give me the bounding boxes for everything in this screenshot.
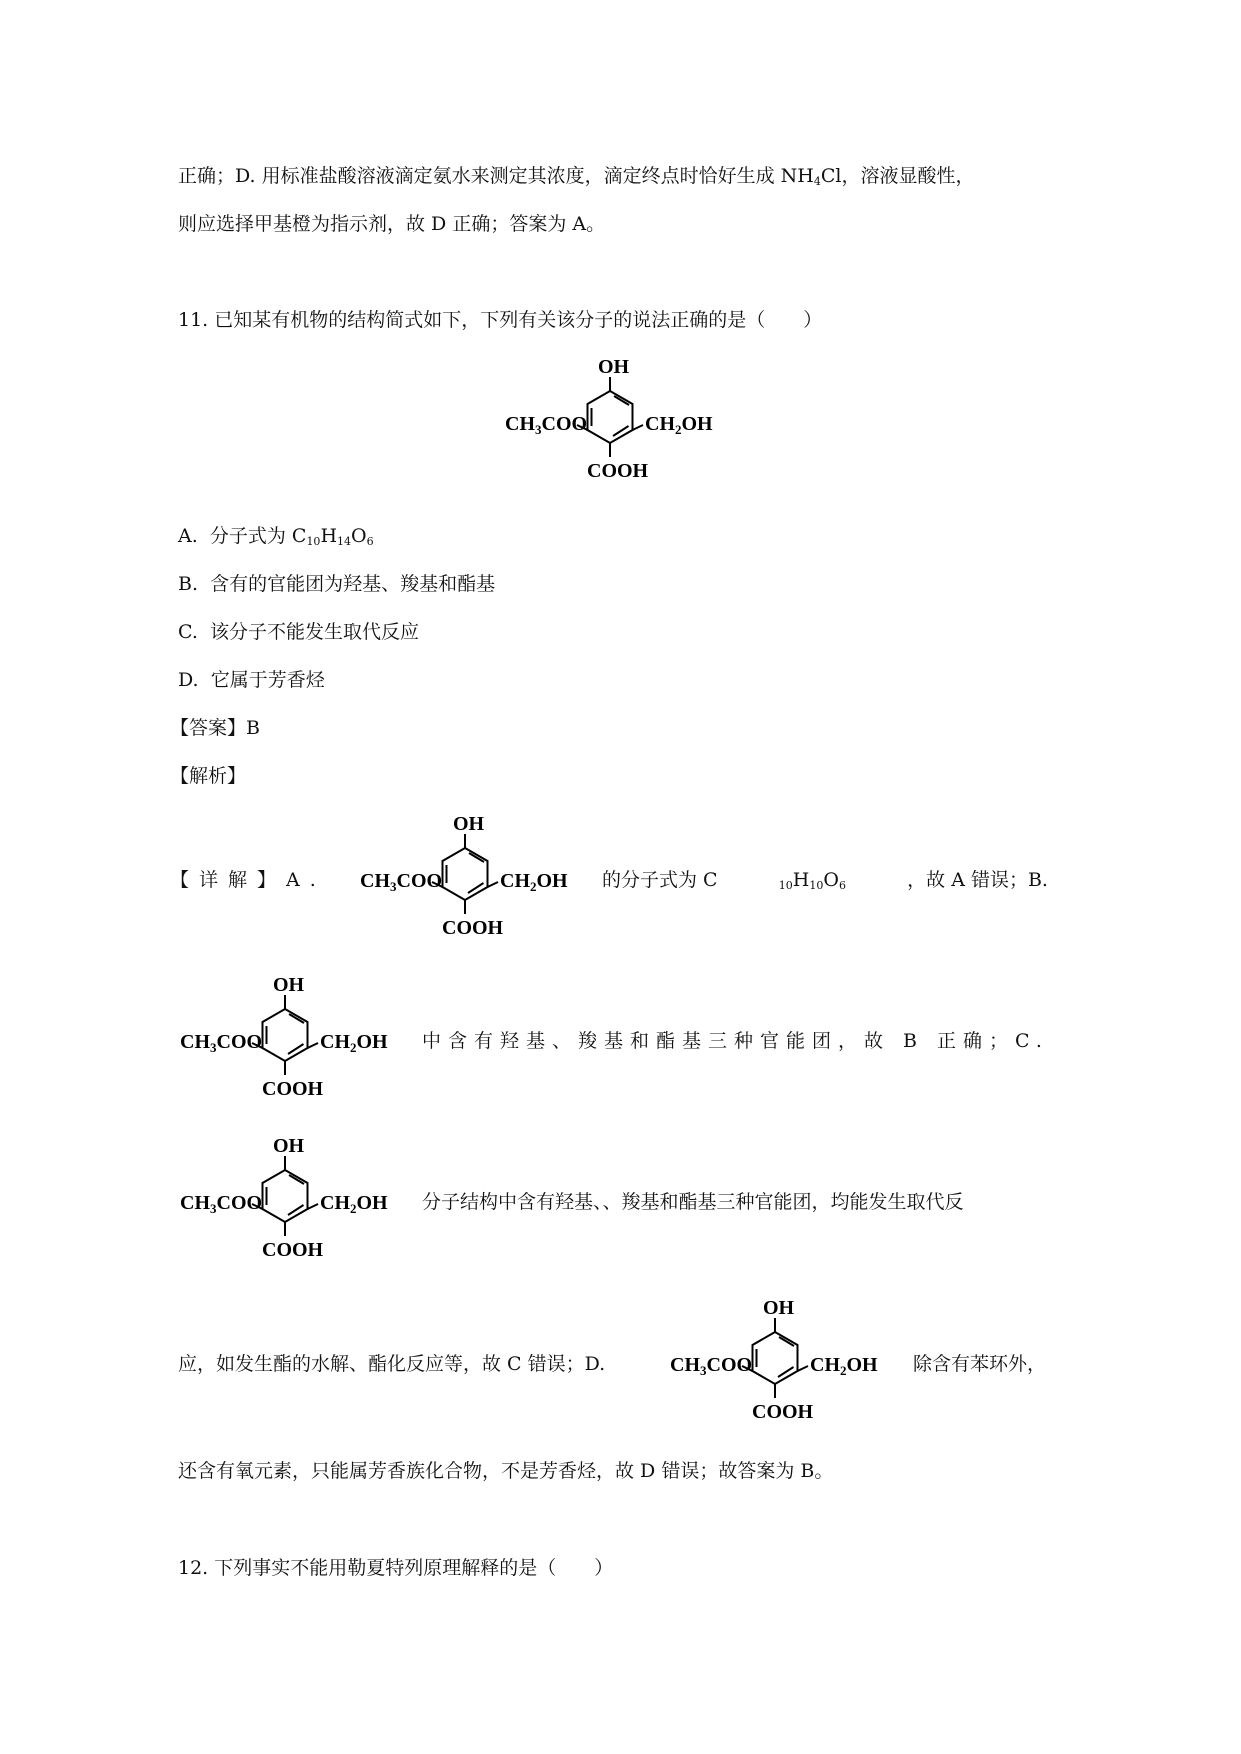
svg-text:CH2OH: $CH_2OH$ — [320, 1031, 388, 1055]
detail-p2: 中含有羟基、羧基和酯基三种官能团，故 B 正确；C. — [422, 1030, 1049, 1052]
prev-answer-line-2: 则应选择甲基橙为指示剂，故 D 正确；答案为 A。 — [178, 213, 606, 235]
svg-text:OH: OH — [273, 1135, 305, 1157]
svg-text:COOH: COOH — [262, 1078, 324, 1100]
svg-text:CH3COO: $CH_3COO$ — [180, 1192, 263, 1216]
svg-text:OH: OH — [453, 813, 485, 835]
svg-text:COOH: COOH — [587, 460, 649, 482]
svg-text:CH3COO: $CH_3COO$ — [670, 1354, 753, 1378]
detail-p3: 分子结构中含有羟基、、羧基和酯基三种官能团，均能发生取代反 — [422, 1191, 964, 1213]
prev-answer-line-1: 正确；D. 用标准盐酸溶液滴定氨水来测定其浓度，滴定终点时恰好生成 $NH_4Cl$，溶液显酸性， — [178, 165, 975, 188]
svg-text:CH2OH: $CH_2OH$ — [500, 870, 568, 894]
detail-p1-head: 【详解】A. — [170, 869, 326, 891]
svg-text:CH3COO: $CH_3COO$ — [180, 1031, 263, 1055]
svg-text:CH3COO: $CH_3COO$ — [505, 413, 588, 437]
option-b: B. 含有的官能团为羟基、羧基和酯基 — [178, 573, 496, 595]
q11-stem: 11. 已知某有机物的结构简式如下，下列有关该分子的说法正确的是（ ） — [178, 309, 823, 331]
analysis-label: 【解析】 — [170, 765, 247, 787]
detail-p4-a: 应，如发生酯的水解、酯化反应等，故 C 错误；D. — [178, 1353, 606, 1375]
svg-text:OH: OH — [763, 1297, 795, 1319]
svg-text:CH2OH: $CH_2OH$ — [810, 1354, 878, 1378]
molecule-structure-inline-3 — [180, 1134, 420, 1269]
svg-text:CH2OH: $CH_2OH$ — [320, 1192, 388, 1216]
molecule-structure — [505, 355, 745, 490]
option-c: C. 该分子不能发生取代反应 — [178, 621, 420, 643]
answer-label: 【答案】B — [170, 717, 260, 739]
option-a: A. 分子式为 $C_{10}H_{14}O_6$ — [178, 525, 374, 548]
svg-text:OH: OH — [598, 356, 630, 378]
detail-p5: 还含有氧元素，只能属芳香族化合物，不是芳香烃，故 D 错误；故答案为 B。 — [178, 1460, 834, 1482]
svg-text:OH: OH — [273, 974, 305, 996]
svg-text:COOH: COOH — [752, 1401, 814, 1423]
q12-stem: 12. 下列事实不能用勒夏特列原理解释的是（ ） — [178, 1557, 614, 1579]
svg-text:COOH: COOH — [442, 917, 504, 939]
detail-p4-b: 除含有苯环外， — [913, 1353, 1047, 1375]
molecule-structure-inline-1 — [360, 812, 600, 947]
svg-text:CH3COO: $CH_3COO$ — [360, 870, 443, 894]
option-d: D. 它属于芳香烃 — [178, 669, 325, 691]
molecule-structure-inline-4 — [670, 1296, 910, 1431]
svg-text:COOH: COOH — [262, 1239, 324, 1261]
detail-p1-tail: 的分子式为 C $_{10}H_{10}O_6$ ，故 A 错误；B. — [602, 869, 1048, 892]
molecule-structure-inline-2 — [180, 973, 420, 1108]
svg-text:CH2OH: $CH_2OH$ — [645, 413, 713, 437]
